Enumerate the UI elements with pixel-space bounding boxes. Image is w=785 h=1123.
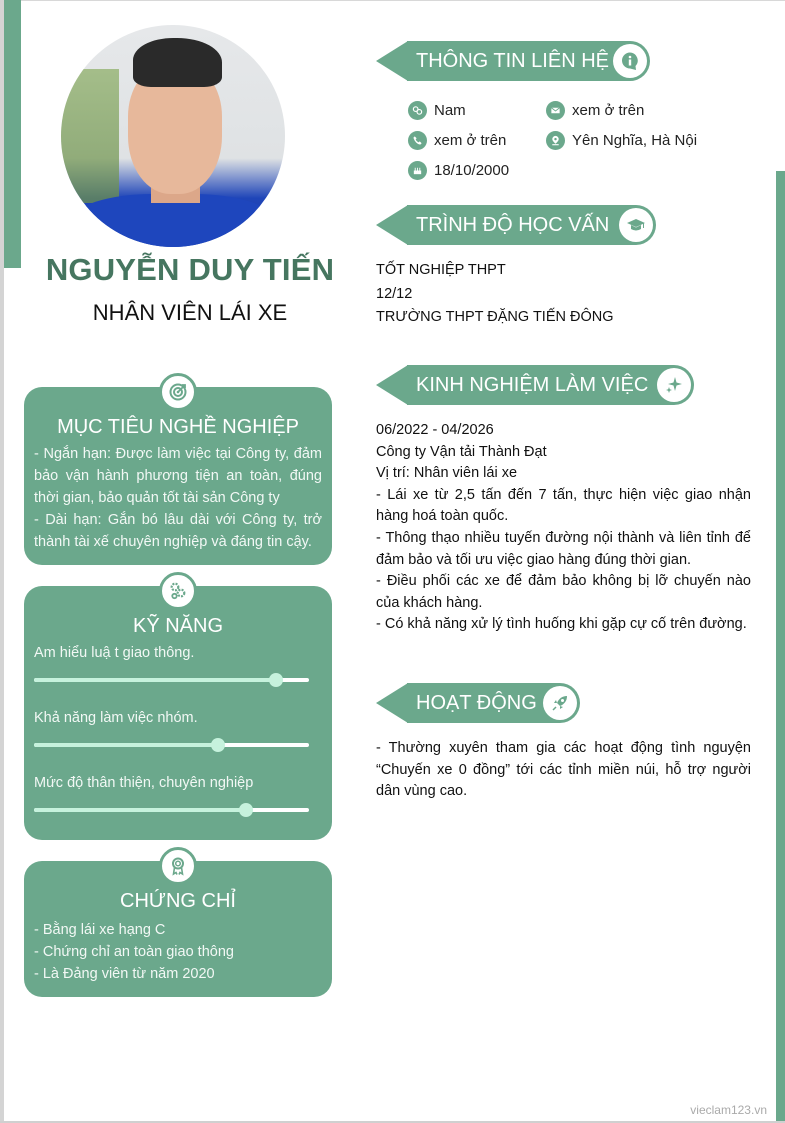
skill-item bbox=[34, 709, 322, 752]
experience-header-body bbox=[407, 365, 694, 405]
slider-fill bbox=[34, 743, 218, 747]
gender-icon bbox=[408, 101, 427, 120]
award-icon bbox=[159, 847, 197, 885]
experience-duty: - Lái xe từ 2,5 tấn đến 7 tấn, thực hiện việc giao nhận hàng hoá toàn quốc. bbox=[376, 486, 751, 525]
skills-card bbox=[24, 586, 332, 840]
sparkles-icon bbox=[657, 368, 691, 402]
header-arrow bbox=[376, 365, 408, 405]
location-icon bbox=[546, 131, 565, 150]
experience-duty: - Có khả năng xử lý tình huống khi gặp cự cố trên đường. bbox=[376, 616, 747, 633]
slider-fill bbox=[34, 808, 246, 812]
objective-text bbox=[34, 443, 322, 553]
certificates-list bbox=[34, 919, 322, 985]
experience-period: 06/2022 - 04/2026 bbox=[376, 422, 494, 438]
contact-gender-value: Nam bbox=[434, 102, 466, 119]
target-icon bbox=[159, 373, 197, 411]
accent-bar-right bbox=[776, 171, 785, 1121]
contact-email-value[interactable]: xem ở trên bbox=[572, 102, 645, 119]
skill-label: Am hiểu luậ t giao thông. bbox=[34, 645, 195, 661]
watermark: vieclam123.vn bbox=[690, 1103, 767, 1117]
education-title: TRÌNH ĐỘ HỌC VẤN bbox=[416, 214, 610, 236]
education-grade: 12/12 bbox=[376, 286, 413, 302]
objective-card bbox=[24, 387, 332, 565]
header-arrow bbox=[376, 41, 408, 81]
skill-label: Khả năng làm việc nhóm. bbox=[34, 710, 198, 726]
objective-title: MỤC TIÊU NGHỀ NGHIỆP bbox=[57, 416, 299, 438]
certificate-item: - Bằng lái xe hạng C bbox=[34, 922, 166, 938]
contact-phone-value[interactable]: xem ở trên bbox=[434, 132, 507, 149]
skill-label: Mức độ thân thiện, chuyên nghiệp bbox=[34, 775, 254, 791]
contact-phone bbox=[408, 131, 506, 150]
contact-section-header bbox=[376, 41, 650, 81]
contact-birthday-value: 18/10/2000 bbox=[434, 162, 510, 179]
email-icon bbox=[546, 101, 565, 120]
contact-gender bbox=[408, 101, 466, 120]
skill-item bbox=[34, 774, 322, 817]
gears-icon bbox=[159, 572, 197, 610]
education-school: TRƯỜNG THPT ĐẶNG TIẾN ĐÔNG bbox=[376, 309, 614, 325]
certificate-item: - Chứng chỉ an toàn giao thông bbox=[34, 944, 234, 960]
skill-slider-teamwork[interactable] bbox=[34, 738, 309, 752]
birthday-cake-icon bbox=[408, 161, 427, 180]
experience-company: Công ty Vận tải Thành Đạt bbox=[376, 443, 547, 460]
experience-position: Vị trí: Nhân viên lái xe bbox=[376, 465, 518, 482]
experience-title: KINH NGHIỆM LÀM VIỆC bbox=[416, 374, 649, 396]
experience-duty: - Điều phối các xe để đảm bảo không bị lỡ chuyến nào của khách hàng. bbox=[376, 573, 751, 611]
page-border-top bbox=[0, 0, 785, 1]
skill-item bbox=[34, 644, 322, 687]
candidate-name: NGUYỄN DUY TIẾN bbox=[45, 252, 335, 287]
slider-knob[interactable] bbox=[239, 803, 253, 817]
certificates-card bbox=[24, 861, 332, 997]
education-section-header bbox=[376, 205, 656, 245]
skill-slider-traffic-law[interactable] bbox=[34, 673, 309, 687]
contact-address bbox=[546, 131, 697, 150]
graduation-cap-icon bbox=[619, 208, 653, 242]
skill-slider-professionalism[interactable] bbox=[34, 803, 309, 817]
experience-section-header bbox=[376, 365, 694, 405]
slider-knob[interactable] bbox=[211, 738, 225, 752]
certificates-title: CHỨNG CHỈ bbox=[120, 890, 236, 912]
slider-knob[interactable] bbox=[269, 673, 283, 687]
header-arrow bbox=[376, 205, 408, 245]
contact-email bbox=[546, 101, 644, 120]
activities-text: - Thường xuyên tham gia các hoạt động tình nguyện “Chuyến xe 0 đồng” tới các tỉnh miền núi, hỗ trợ người dân vùng cao. bbox=[376, 740, 751, 800]
rocket-icon bbox=[543, 686, 577, 720]
phone-icon bbox=[408, 131, 427, 150]
candidate-job-title: NHÂN VIÊN LÁI XE bbox=[92, 300, 288, 325]
contact-birthday bbox=[408, 161, 509, 180]
info-icon bbox=[613, 44, 647, 78]
contact-title: THÔNG TIN LIÊN HỆ bbox=[416, 50, 609, 72]
objective-long-term: - Dài hạn: Gắn bó lâu dài với Công ty, trở thành tài xế chuyên nghiệp và đáng tin cậy. bbox=[34, 512, 322, 550]
avatar-hair bbox=[133, 38, 223, 87]
header-arrow bbox=[376, 683, 408, 723]
experience-duty: - Thông thạo nhiều tuyến đường nội thành và liên tỉnh để đảm bảo và tối ưu việc giao hàng đúng thời gian. bbox=[376, 529, 751, 568]
avatar-background-foliage bbox=[61, 69, 119, 202]
activities-section-header bbox=[376, 683, 580, 723]
accent-bar-left bbox=[4, 0, 21, 268]
skills-title: KỸ NĂNG bbox=[132, 615, 224, 637]
contact-address-value: Yên Nghĩa, Hà Nội bbox=[572, 132, 698, 149]
objective-short-term: - Ngắn hạn: Được làm việc tại Công ty, đảm bảo vận hành phương tiện an toàn, đúng thời gian, bảo quản tốt tài sản Công ty bbox=[34, 446, 322, 506]
certificate-item: - Là Đảng viên từ năm 2020 bbox=[34, 966, 215, 982]
education-degree: TỐT NGHIỆP THPT bbox=[376, 262, 506, 278]
slider-fill bbox=[34, 678, 276, 682]
experience-entry bbox=[376, 420, 751, 636]
activities-title: HOẠT ĐỘNG bbox=[416, 692, 537, 714]
avatar-photo bbox=[61, 25, 285, 247]
